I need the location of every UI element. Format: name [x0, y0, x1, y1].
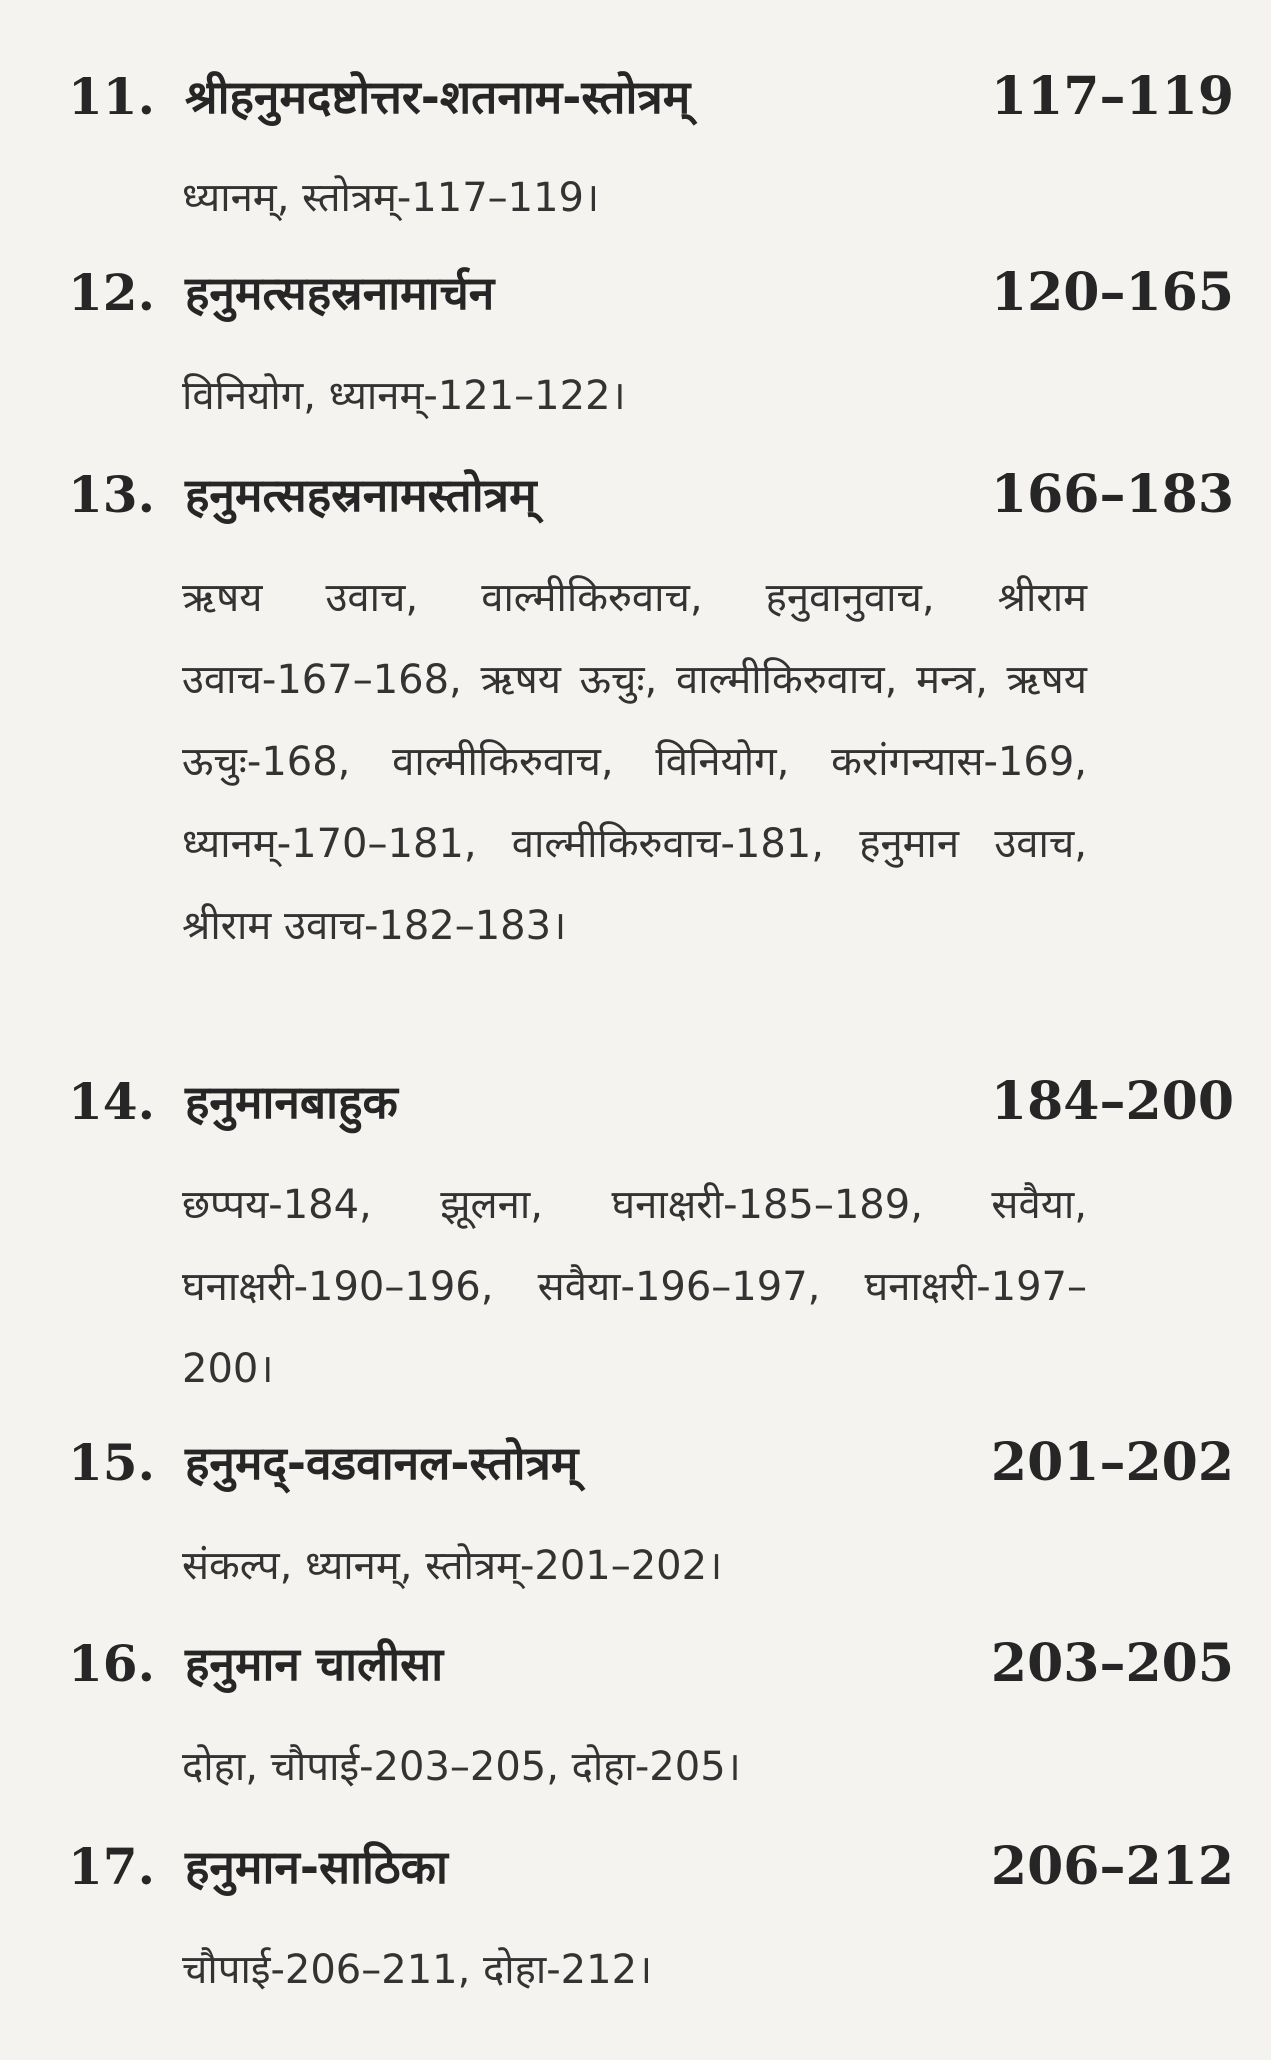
- entry-title: हनुमान-साठिका: [185, 1840, 448, 1894]
- contents-entry-14: [0, 1067, 1271, 1137]
- entry-number: 12.: [68, 263, 155, 322]
- entry-title: हनुमत्सहस्रनामार्चन: [185, 266, 495, 320]
- contents-entry-16: [0, 1629, 1271, 1699]
- entry-page-range: 201–202: [990, 1432, 1234, 1493]
- contents-entry-12: [0, 258, 1271, 328]
- entry-page-range: 117–119: [990, 66, 1234, 127]
- entry-number: 15.: [68, 1433, 155, 1492]
- entry-number: 13.: [68, 465, 155, 524]
- contents-entry-11: [0, 62, 1271, 132]
- entry-title: हनुमानबाहुक: [185, 1075, 398, 1129]
- contents-entry-17: [0, 1832, 1271, 1902]
- entry-heading: [0, 1067, 1271, 1137]
- entry-title: हनुमद्-वडवानल-स्तोत्रम्: [185, 1436, 579, 1490]
- contents-entry-13: [0, 460, 1271, 530]
- entry-contents: चौपाई-206–211, दोहा-212।: [182, 1947, 653, 1993]
- entry-heading: [0, 1428, 1271, 1498]
- entry-contents: दोहा, चौपाई-203–205, दोहा-205।: [182, 1744, 741, 1790]
- entry-title: श्रीहनुमदष्टोत्तर-शतनाम-स्तोत्रम्: [185, 70, 691, 124]
- entry-title: हनुमत्सहस्रनामस्तोत्रम्: [185, 468, 537, 522]
- entry-heading: [0, 258, 1271, 328]
- entry-contents: विनियोग, ध्यानम्-121–122।: [182, 373, 626, 419]
- entry-page-range: 120–165: [990, 262, 1234, 323]
- entry-contents: ऋषय उवाच, वाल्मीकिरुवाच, हनुवानुवाच, श्रीराम उवाच-167–168, ऋषय ऊचुः, वाल्मीकिरुवाच, मन्त्र, ऋषय ऊचुः-168, वाल्मीकिरुवाच, विनियोग, करांगन्यास-169, ध्यानम्-170–181, वाल्मीकिरुवाच-181, हनुमान उवाच, श्रीराम उवाच-182–183।: [182, 575, 1087, 949]
- entry-number: 11.: [68, 67, 155, 126]
- entry-number: 14.: [68, 1072, 155, 1131]
- entry-number: 17.: [68, 1837, 155, 1896]
- entry-contents: संकल्प, ध्यानम्, स्तोत्रम्-201–202।: [182, 1543, 723, 1589]
- entry-contents: ध्यानम्, स्तोत्रम्-117–119।: [182, 175, 600, 221]
- entry-page-range: 203–205: [990, 1633, 1234, 1694]
- entry-heading: [0, 460, 1271, 530]
- entry-heading: [0, 1629, 1271, 1699]
- entry-heading: [0, 62, 1271, 132]
- entry-contents: छप्पय-184, झूलना, घनाक्षरी-185–189, सवैया, घनाक्षरी-190–196, सवैया-196–197, घनाक्षरी-197–200।: [182, 1182, 1087, 1392]
- entry-title: हनुमान चालीसा: [185, 1637, 444, 1691]
- entry-page-range: 206–212: [990, 1836, 1234, 1897]
- entry-page-range: 184–200: [990, 1071, 1234, 1132]
- entry-heading: [0, 1832, 1271, 1902]
- contents-entry-15: [0, 1428, 1271, 1498]
- entry-page-range: 166–183: [990, 464, 1234, 525]
- entry-number: 16.: [68, 1634, 155, 1693]
